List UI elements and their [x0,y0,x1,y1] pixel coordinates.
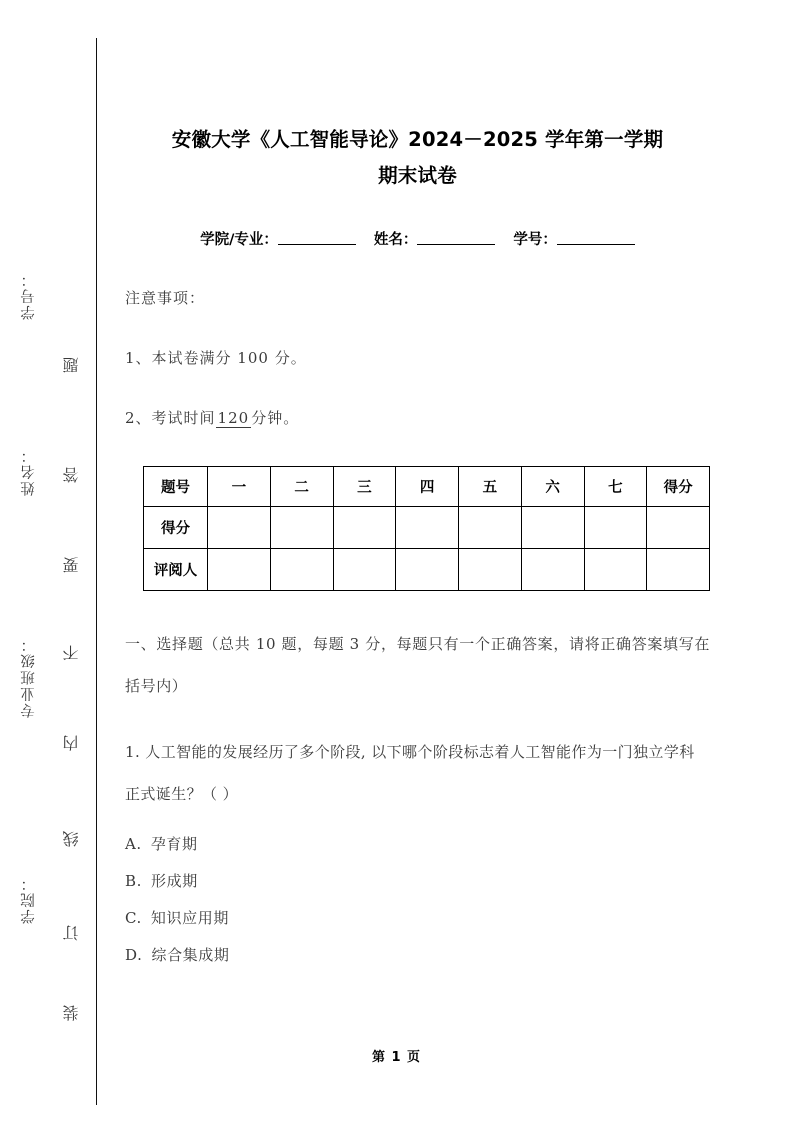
reviewer-cell[interactable] [584,549,647,591]
option-key-c: C. [125,909,142,927]
score-table-header-2: 二 [270,467,333,507]
question-1-number: 1. [125,743,141,761]
table-row-header [144,467,710,507]
score-table-header-6: 六 [521,467,584,507]
score-table-header-5: 五 [459,467,522,507]
option-text-a: 孕育期 [150,835,198,853]
binding-char-zhuang: 装 [62,1003,81,1021]
question-1-stem [125,731,710,815]
notes-duration-suffix: 分钟。 [251,409,300,427]
table-row [144,549,710,591]
field-label-student-id: 学号： [513,232,557,248]
student-info-fields [125,228,710,249]
binding-label-name: 姓名： [21,446,37,496]
table-row [144,507,710,549]
reviewer-cell[interactable] [208,549,271,591]
page-number-footer: 第 1 页 [371,1050,422,1065]
binding-char-nei: 内 [62,733,81,751]
field-blank-college-major[interactable] [278,231,356,245]
option-key-b: B. [125,872,142,890]
option-text-d: 综合集成期 [151,946,230,964]
question-1-option-c[interactable] [125,911,710,926]
notes-item-total-score: 1、本试卷满分 100 分。 [125,349,307,367]
option-key-d: D. [125,946,143,964]
score-table-header-4: 四 [396,467,459,507]
notes-duration-prefix: 2、考试时间 [125,409,216,427]
binding-char-xian: 线 [62,829,81,847]
score-cell[interactable] [208,507,271,549]
question-1-option-b[interactable] [125,874,710,889]
reviewer-cell[interactable] [459,549,522,591]
binding-char-yao: 要 [62,555,81,573]
notes-heading: 注意事项： [125,289,206,307]
option-key-a: A. [125,835,142,853]
option-text-b: 形成期 [151,872,198,890]
reviewer-cell[interactable] [647,549,710,591]
option-text-c: 知识应用期 [150,909,229,927]
binding-char-ti: 题 [62,355,81,373]
reviewer-cell[interactable] [396,549,459,591]
exam-title-line-1: 安徽大学《人工智能导论》2024－2025 学年第一学期 [171,128,664,151]
score-cell[interactable] [521,507,584,549]
binding-char-ding: 订 [62,923,81,941]
score-table-header-1: 一 [208,467,271,507]
reviewer-cell[interactable] [333,549,396,591]
question-1-option-a[interactable] [125,837,710,852]
binding-label-college: 学院： [21,874,37,924]
notes-duration-value: 120 [217,409,250,427]
document-body [125,0,710,963]
score-cell[interactable] [396,507,459,549]
score-cell[interactable] [270,507,333,549]
field-blank-student-id[interactable] [557,231,635,245]
score-table-header-7: 七 [584,467,647,507]
exam-title-line-2: 期末试卷 [378,164,457,187]
score-summary-table [143,466,710,591]
binding-char-bu: 不 [62,643,81,661]
reviewer-cell[interactable] [521,549,584,591]
score-cell[interactable] [333,507,396,549]
score-cell[interactable] [459,507,522,549]
field-label-name: 姓名： [373,232,418,248]
binding-label-class: 专业班级： [21,635,37,719]
section-one-heading: 一、选择题（总共 10 题，每题 3 分，每题只有一个正确答案，请将正确答案填写在括号内） [125,635,710,695]
binding-char-da: 答 [62,465,81,483]
question-1-text: 人工智能的发展经历了多个阶段, 以下哪个阶段标志着人工智能作为一门独立学科正式诞生？（ ） [125,743,695,803]
field-label-college-major: 学院/专业： [200,232,278,248]
binding-outer-label-column [18,0,62,1122]
score-table-header-3: 三 [333,467,396,507]
field-blank-name[interactable] [417,231,495,245]
binding-inner-label-column [60,0,104,1122]
score-table-header-8: 得分 [647,467,710,507]
score-row-label-score: 得分 [144,507,208,549]
score-cell[interactable] [647,507,710,549]
reviewer-cell[interactable] [270,549,333,591]
score-row-label-reviewer: 评阅人 [144,549,208,591]
notes-item-duration [125,411,710,426]
binding-label-student-id: 学号： [21,270,37,320]
question-1-option-d[interactable] [125,948,710,963]
score-table-header-0: 题号 [144,467,208,507]
score-cell[interactable] [584,507,647,549]
